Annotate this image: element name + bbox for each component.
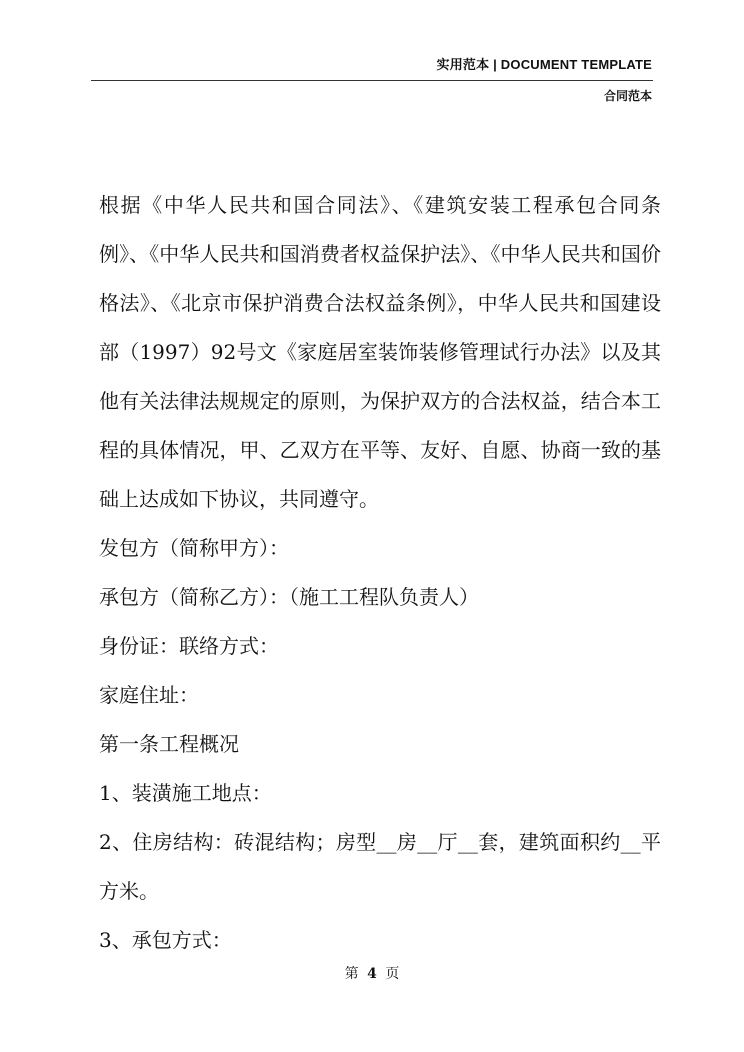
item-2-line: 2、住房结构：砖混结构；房型__房__厅__套，建筑面积约__平方米。: [99, 830, 661, 903]
footer-prefix: 第: [344, 966, 359, 982]
preamble-paragraph: 根据《中华人民共和国合同法》、《建筑安装工程承包合同条例》、《中华人民共和国消费者权益保护法》、《中华人民共和国价格法》、《北京市保护消费合法权益条例》，中华人民共和国建设部（1997）92号文《家庭居室装饰装修管理试行办法》以及其他有关法律法规规定的原则，为保护双方的合法权益，结合本工程的具体情况，甲、乙双方在平等、友好、自愿、协商一致的基础上达成如下协议，共同遵守。: [99, 193, 661, 511]
article-1-title: 第一条工程概况: [99, 732, 239, 756]
footer-suffix: 页: [385, 966, 400, 982]
address-line: 家庭住址：: [99, 683, 199, 707]
party-a-line: 发包方（简称甲方）：: [99, 536, 289, 560]
header-subtitle: 合同范本: [603, 89, 652, 103]
item-1-line: 1、装潢施工地点：: [99, 781, 272, 805]
document-body: [99, 181, 661, 965]
item-3-line: 3、承包方式：: [99, 928, 232, 952]
party-b-line: 承包方（简称乙方）：（施工工程队负责人）: [99, 585, 479, 609]
header-divider: [91, 80, 653, 81]
page-number: 4: [367, 966, 377, 982]
page-footer: [0, 963, 744, 983]
id-contact-line: 身份证：联络方式：: [99, 634, 279, 658]
header-title: 实用范本 | DOCUMENT TEMPLATE: [436, 57, 652, 72]
